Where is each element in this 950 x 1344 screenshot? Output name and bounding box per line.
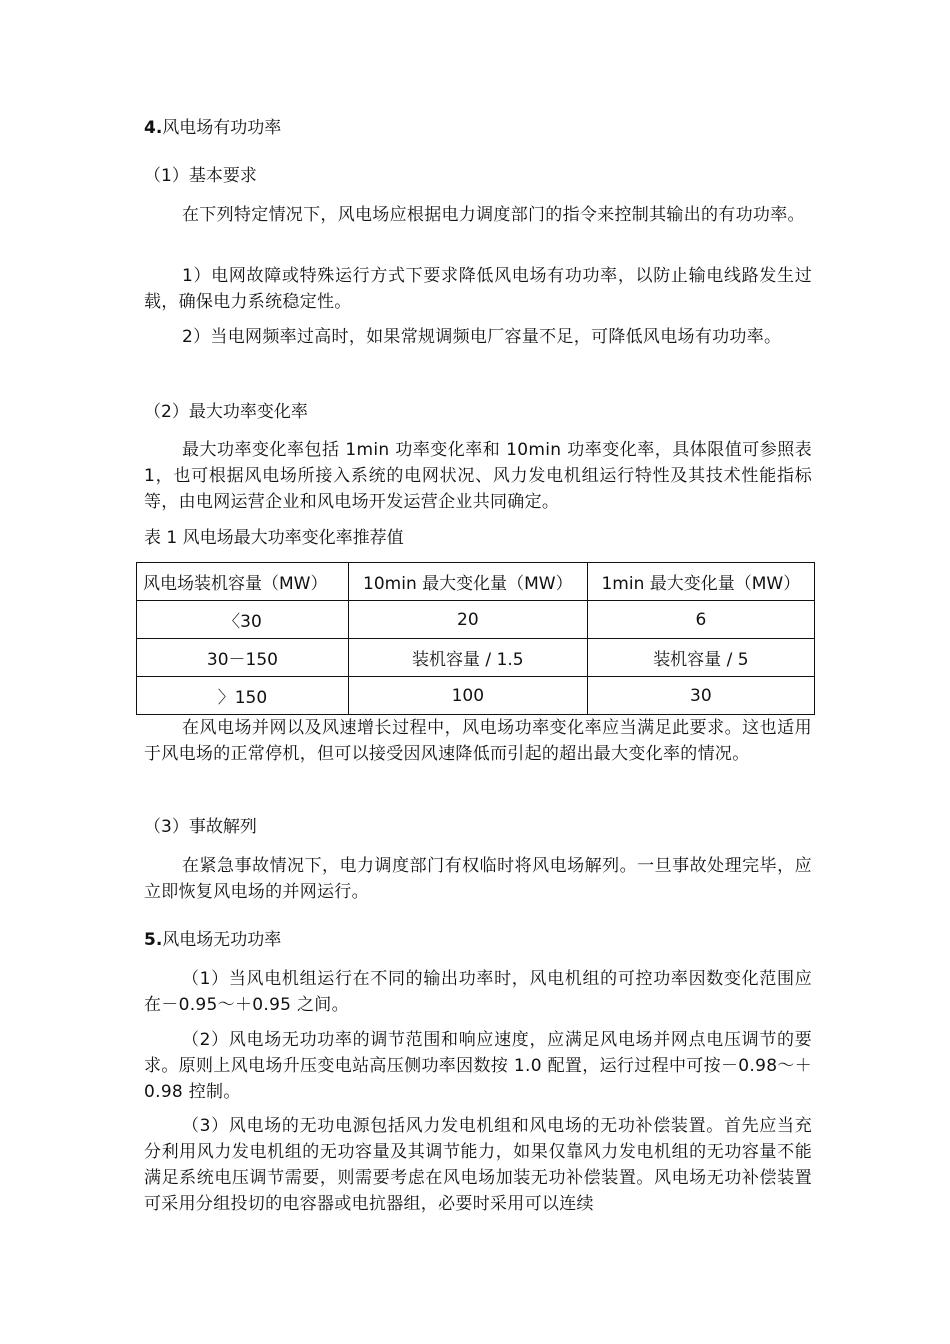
- table-cell: 〈30: [137, 601, 349, 639]
- paragraph-intro: 在下列特定情况下，风电场应根据电力调度部门的指令来控制其输出的有功功率。: [182, 205, 805, 225]
- subheading-basic-requirements: （1）基本要求: [144, 166, 257, 186]
- table-header-cell: 1min 最大变化量（MW）: [587, 563, 814, 601]
- table-row: [137, 677, 815, 715]
- section-5-title: 风电场无功功率: [162, 930, 282, 950]
- section-4-heading: [144, 116, 281, 140]
- table-row: [137, 601, 815, 639]
- table-row: [137, 639, 815, 677]
- section-5-number: 5.: [144, 930, 163, 950]
- table-cell: 〉150: [137, 677, 349, 715]
- table-caption: 表 1 风电场最大功率变化率推荐值: [144, 528, 404, 548]
- table-cell: 30: [587, 677, 814, 715]
- section-5-heading: [144, 928, 281, 952]
- subheading-max-power-rate: （2）最大功率变化率: [144, 402, 308, 422]
- power-rate-table: [136, 562, 815, 715]
- paragraph-after-table: 在风电场并网以及风速增长过程中，风电场功率变化率应当满足此要求。这也适用于风电场的正常停机，但可以接受因风速降低而引起的超出最大变化率的情况。: [144, 718, 812, 764]
- table-header-cell: 风电场装机容量（MW）: [137, 563, 349, 601]
- table-header-cell: 10min 最大变化量（MW）: [348, 563, 587, 601]
- section-4-number: 4.: [144, 118, 163, 138]
- paragraph-emergency: 在紧急事故情况下，电力调度部门有权临时将风电场解列。一旦事故处理完毕，应立即恢复风电场的并网运行。: [144, 856, 812, 902]
- table-cell: 100: [348, 677, 587, 715]
- table-cell: 装机容量 / 5: [587, 639, 814, 677]
- table-header-row: [137, 563, 815, 601]
- table-cell: 6: [587, 601, 814, 639]
- section-4-title: 风电场有功功率: [162, 118, 282, 138]
- paragraph-item-1: 1）电网故障或特殊运行方式下要求降低风电场有功功率，以防止输电线路发生过载，确保电力系统稳定性。: [144, 266, 812, 312]
- paragraph-max-power-rate: 最大功率变化率包括 1min 功率变化率和 10min 功率变化率，具体限值可参照表 1，也可根据风电场所接入系统的电网状况、风力发电机组运行特性及其技术性能指标等，由电网运营企业和风电场开发运营企业共同确定。: [144, 440, 812, 512]
- table-cell: 20: [348, 601, 587, 639]
- paragraph-reactive-2: （2）风电场无功功率的调节范围和响应速度，应满足风电场并网点电压调节的要求。原则上风电场升压变电站高压侧功率因数按 1.0 配置，运行过程中可按－0.98～＋0.98 控制。: [144, 1030, 812, 1102]
- table-cell: 30－150: [137, 639, 349, 677]
- paragraph-reactive-1: （1）当风电机组运行在不同的输出功率时，风电机组的可控功率因数变化范围应在－0.95～＋0.95 之间。: [144, 969, 812, 1015]
- paragraph-reactive-3: （3）风电场的无功电源包括风力发电机组和风电场的无功补偿装置。首先应当充分利用风力发电机组的无功容量及其调节能力，如果仅靠风力发电机组的无功容量不能满足系统电压调节需要，则需要考虑在风电场加装无功补偿装置。风电场无功补偿装置可采用分组投切的电容器或电抗器组，必要时采用可以连续: [144, 1116, 812, 1214]
- paragraph-item-2: 2）当电网频率过高时，如果常规调频电厂容量不足，可降低风电场有功功率。: [182, 327, 782, 347]
- table-cell: 装机容量 / 1.5: [348, 639, 587, 677]
- subheading-emergency-disconnect: （3）事故解列: [144, 817, 257, 837]
